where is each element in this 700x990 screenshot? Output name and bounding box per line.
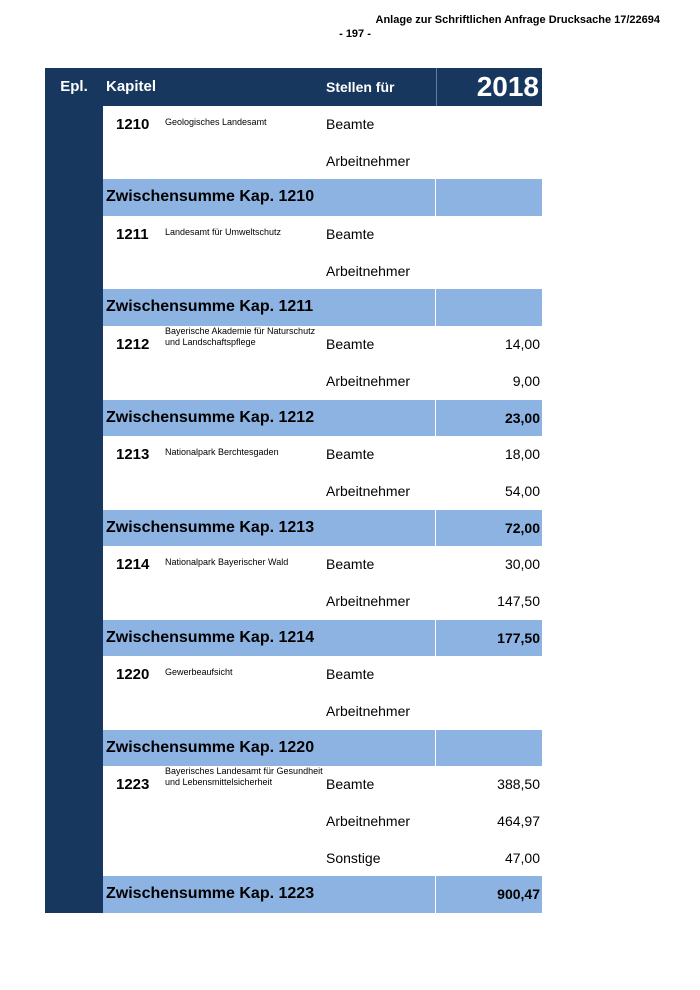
staff-value: 464,97 bbox=[497, 813, 540, 830]
column-separator bbox=[435, 730, 436, 767]
kapitel-name: Nationalpark Bayerischer Wald bbox=[165, 557, 289, 568]
kapitel-number: 1210 bbox=[116, 116, 150, 133]
column-separator bbox=[435, 876, 436, 913]
staff-category: Sonstige bbox=[326, 849, 381, 866]
table-row bbox=[45, 216, 542, 253]
staff-category: Beamte bbox=[326, 556, 375, 573]
table-row bbox=[45, 803, 542, 840]
kapitel-number: 1223 bbox=[116, 776, 150, 794]
table-row bbox=[45, 766, 542, 803]
subtotal-label: Zwischensumme Kap. 1213 bbox=[106, 518, 315, 536]
subtotal-row bbox=[103, 510, 542, 547]
staff-value: 47,00 bbox=[504, 849, 540, 866]
table-row bbox=[45, 143, 542, 180]
subtotal-label: Zwischensumme Kap. 1223 bbox=[106, 885, 315, 903]
table-row bbox=[45, 583, 542, 620]
page-number: - 197 - bbox=[339, 28, 371, 40]
staff-category: Beamte bbox=[326, 666, 375, 683]
column-separator bbox=[435, 620, 436, 657]
staff-value: 30,00 bbox=[504, 556, 540, 573]
staff-value: 14,00 bbox=[504, 336, 540, 353]
column-separator bbox=[435, 510, 436, 547]
subtotal-value: 23,00 bbox=[504, 409, 540, 426]
staff-table bbox=[45, 68, 542, 913]
staff-category: Arbeitnehmer bbox=[326, 592, 411, 609]
year-label: 2018 bbox=[476, 71, 539, 102]
column-separator bbox=[435, 289, 436, 326]
document-header-title: Anlage zur Schriftlichen Anfrage Drucksache 17/22694 bbox=[375, 14, 660, 26]
subtotal-label: Zwischensumme Kap. 1214 bbox=[106, 628, 315, 646]
table-body bbox=[45, 106, 542, 913]
table-row bbox=[45, 546, 542, 583]
column-header-stellen: Stellen für bbox=[326, 79, 395, 95]
staff-category: Arbeitnehmer bbox=[326, 152, 411, 169]
table-row bbox=[45, 363, 542, 400]
staff-value: 388,50 bbox=[497, 776, 540, 793]
table-row bbox=[45, 326, 542, 363]
column-header-epl: Epl. bbox=[60, 78, 88, 95]
kapitel-name: Gewerbeaufsicht bbox=[165, 667, 233, 678]
kapitel-name: Bayerische Akademie für Naturschutz und Landschaftspflege bbox=[165, 326, 316, 348]
subtotal-row bbox=[103, 179, 542, 216]
table-row bbox=[45, 693, 542, 730]
staff-value: 18,00 bbox=[504, 446, 540, 463]
table-row bbox=[45, 473, 542, 510]
kapitel-name: Geologisches Landesamt bbox=[165, 117, 267, 127]
kapitel-number: 1220 bbox=[116, 666, 150, 684]
column-separator bbox=[435, 400, 436, 437]
column-separator bbox=[435, 179, 436, 216]
subtotal-label: Zwischensumme Kap. 1210 bbox=[106, 188, 315, 206]
kapitel-number: 1212 bbox=[116, 336, 150, 354]
subtotal-row bbox=[103, 289, 542, 326]
kapitel-name: Nationalpark Berchtesgaden bbox=[165, 447, 279, 458]
staff-category: Arbeitnehmer bbox=[326, 482, 411, 499]
table-header bbox=[45, 68, 542, 106]
staff-category: Arbeitnehmer bbox=[326, 262, 411, 279]
staff-category: Beamte bbox=[326, 116, 375, 132]
staff-category: Beamte bbox=[326, 226, 375, 243]
kapitel-name: Bayerisches Landesamt für Gesundheit und Lebensmittelsicherheit bbox=[165, 766, 323, 788]
kapitel-number: 1211 bbox=[116, 226, 149, 244]
subtotal-row bbox=[103, 400, 542, 437]
staff-value: 147,50 bbox=[497, 592, 540, 609]
table-row bbox=[45, 253, 542, 290]
table-row bbox=[45, 656, 542, 693]
staff-value: 9,00 bbox=[512, 372, 540, 389]
subtotal-label: Zwischensumme Kap. 1220 bbox=[106, 738, 315, 756]
subtotal-row bbox=[103, 730, 542, 767]
column-header-year bbox=[436, 68, 543, 106]
table-row bbox=[45, 436, 542, 473]
table-row bbox=[45, 106, 542, 143]
staff-category: Arbeitnehmer bbox=[326, 703, 411, 719]
subtotal-row bbox=[103, 620, 542, 657]
subtotal-label: Zwischensumme Kap. 1212 bbox=[106, 408, 315, 426]
subtotal-value: 177,50 bbox=[497, 629, 540, 646]
staff-category: Arbeitnehmer bbox=[326, 372, 411, 389]
table-row bbox=[45, 840, 542, 877]
staff-category: Beamte bbox=[326, 776, 375, 793]
staff-category: Beamte bbox=[326, 446, 375, 463]
staff-category: Beamte bbox=[326, 336, 375, 353]
subtotal-value: 900,47 bbox=[497, 886, 540, 903]
kapitel-number: 1214 bbox=[116, 556, 150, 574]
subtotal-label: Zwischensumme Kap. 1211 bbox=[106, 298, 314, 316]
subtotal-row bbox=[103, 876, 542, 913]
kapitel-name: Landesamt für Umweltschutz bbox=[165, 227, 282, 238]
subtotal-value: 72,00 bbox=[504, 519, 540, 536]
staff-category: Arbeitnehmer bbox=[326, 813, 411, 830]
kapitel-number: 1213 bbox=[116, 446, 150, 464]
staff-value: 54,00 bbox=[504, 482, 540, 499]
column-header-kapitel: Kapitel bbox=[106, 78, 157, 95]
